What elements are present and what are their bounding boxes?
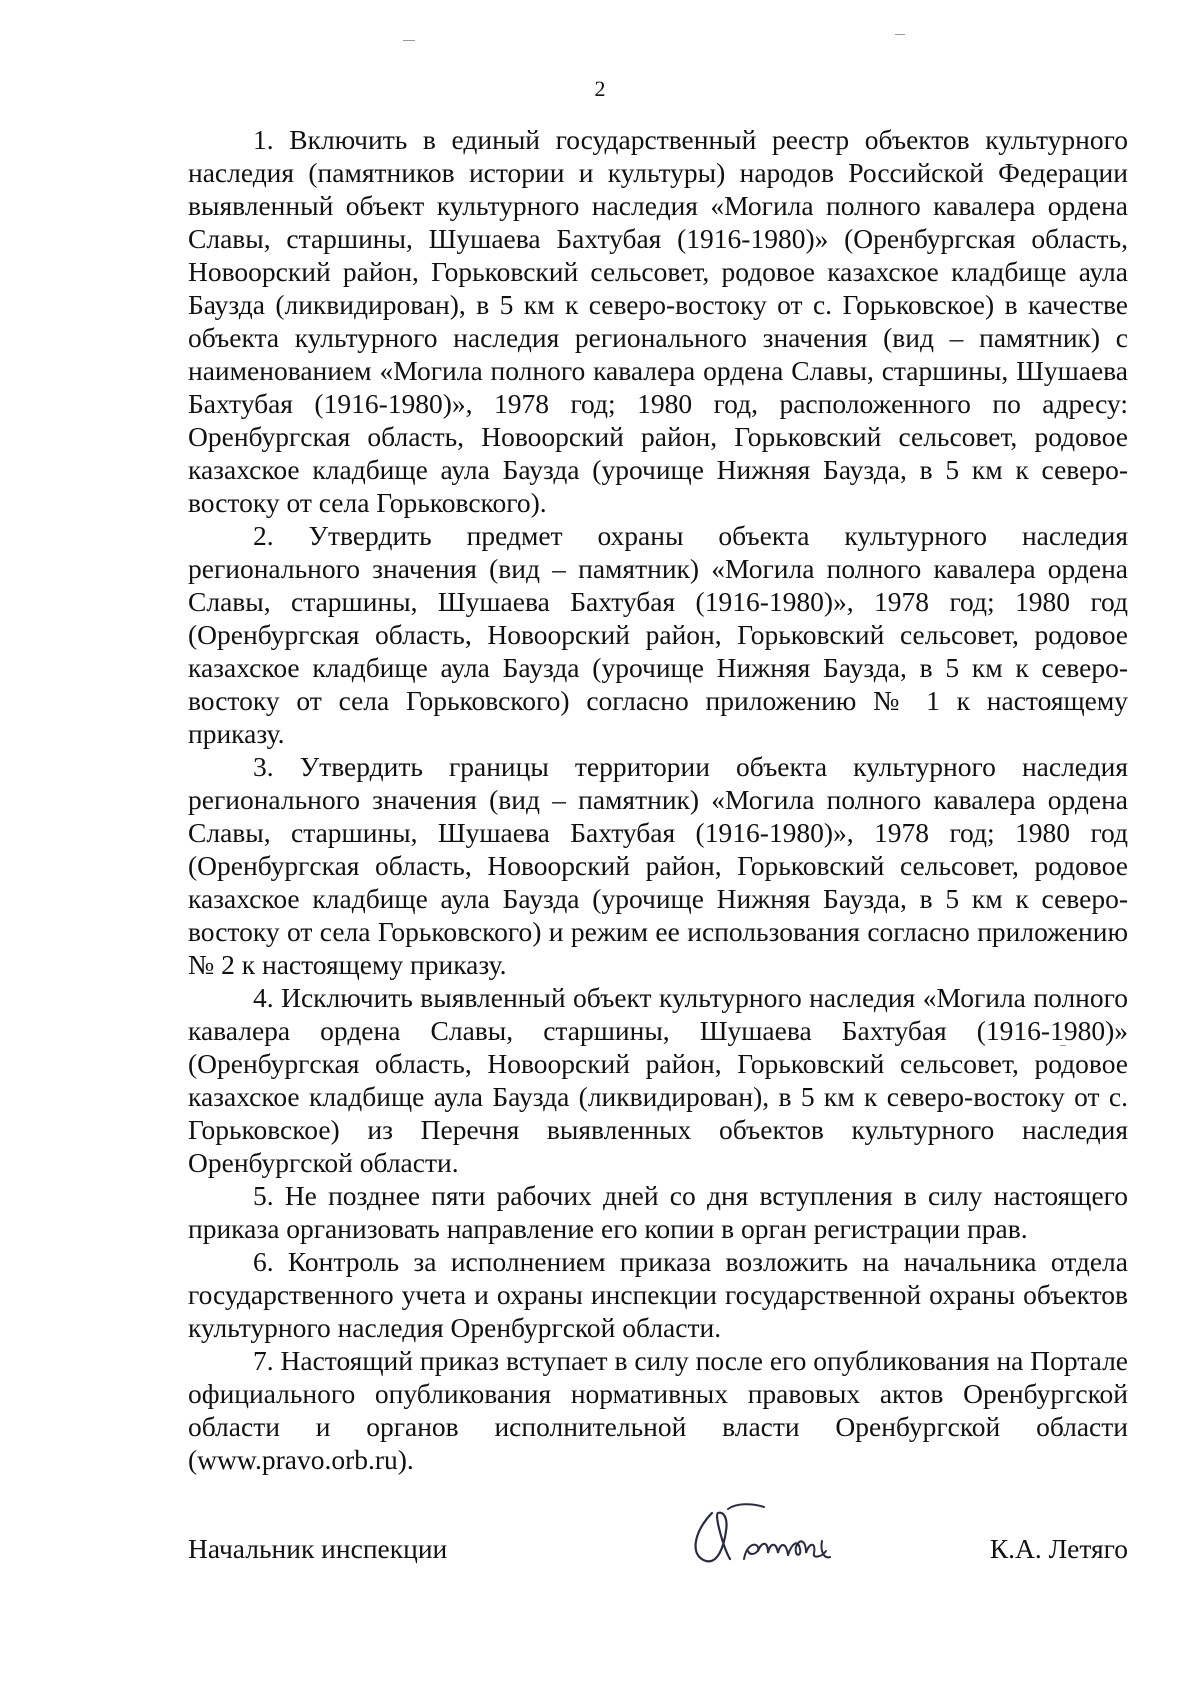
paragraph-7: 7. Настоящий приказ вступает в силу после его опубликования на Портале официального опубликования нормативных правовых актов Оренбургской области и органов исполнительной власти Оренбургской области (www.pravo.orb.ru). [188,1345,1128,1475]
signatory-position: Начальник инспекции [188,1533,448,1564]
paragraph-3: 3. Утвердить границы территории объекта культурного наследия регионального значения (вид – памятник) «Могила полного кавалера ордена Славы, старшины, Шушаева Бахтубая (1916-1980)», 1978 год; 1980 год (Оренбургская область, Новоорский район, Горьковский сельсовет, родовое казахское кладбище аула Баузда (урочище Нижняя Баузда, в 5 км к северо-востоку от села Горьковского) и режим ее использования согласно приложению № 2 к настоящему приказу. [188,751,1128,980]
document-body [188,123,1128,1476]
page-number: 2 [594,76,606,101]
paragraph-2: 2. Утвердить предмет охраны объекта культурного наследия регионального значения (вид – памятник) «Могила полного кавалера ордена Славы, старшины, Шушаева Бахтубая (1916-1980)», 1978 год; 1980 год (Оренбургская область, Новоорский район, Горьковский сельсовет, родовое казахское кладбище аула Баузда (урочище Нижняя Баузда, в 5 км к северо-востоку от села Горьковского) согласно приложению № 1 к настоящему приказу. [188,520,1128,749]
signature-block [188,1515,1128,1575]
paragraph-4: 4. Исключить выявленный объект культурного наследия «Могила полного кавалера ордена Славы, старшины, Шушаева Бахтубая (1916-1980)» (Оренбургская область, Новоорский район, Горьковский сельсовет, родовое казахское кладбище аула Баузда (ликвидирован), в 5 км к северо-востоку от с. Горьковское) из Перечня выявленных объектов культурного наследия Оренбургской области. [188,982,1128,1178]
handwritten-signature [684,1501,859,1571]
scan-artifact [895,34,905,35]
paragraph-6: 6. Контроль за исполнением приказа возложить на начальника отдела государственного учета и охраны инспекции государственной охраны объектов культурного наследия Оренбургской области. [188,1246,1128,1343]
paragraph-1: 1. Включить в единый государственный реестр объектов культурного наследия (памятников истории и культуры) народов Российской Федерации выявленный объект культурного наследия «Могила полного кавалера ордена Славы, старшины, Шушаева Бахтубая (1916-1980)» (Оренбургская область, Новоорский район, Горьковский сельсовет, родовое казахское кладбище аула Баузда (ликвидирован), в 5 км к северо-востоку от с. Горьковское) в качестве объекта культурного наследия регионального значения (вид – памятник) с наименованием «Могила полного кавалера ордена Славы, старшины, Шушаева Бахтубая (1916-1980)», 1978 год; 1980 год, расположенного по адресу: Оренбургская область, Новоорский район, Горьковский сельсовет, родовое казахское кладбище аула Баузда (урочище Нижняя Баузда, в 5 км к северо-востоку от села Горьковского). [188,124,1128,518]
signatory-name: К.А. Летяго [989,1533,1128,1564]
scan-artifact [403,40,415,41]
paragraph-5: 5. Не позднее пяти рабочих дней со дня вступления в силу настоящего приказа организовать направление его копии в орган регистрации прав. [188,1180,1128,1244]
